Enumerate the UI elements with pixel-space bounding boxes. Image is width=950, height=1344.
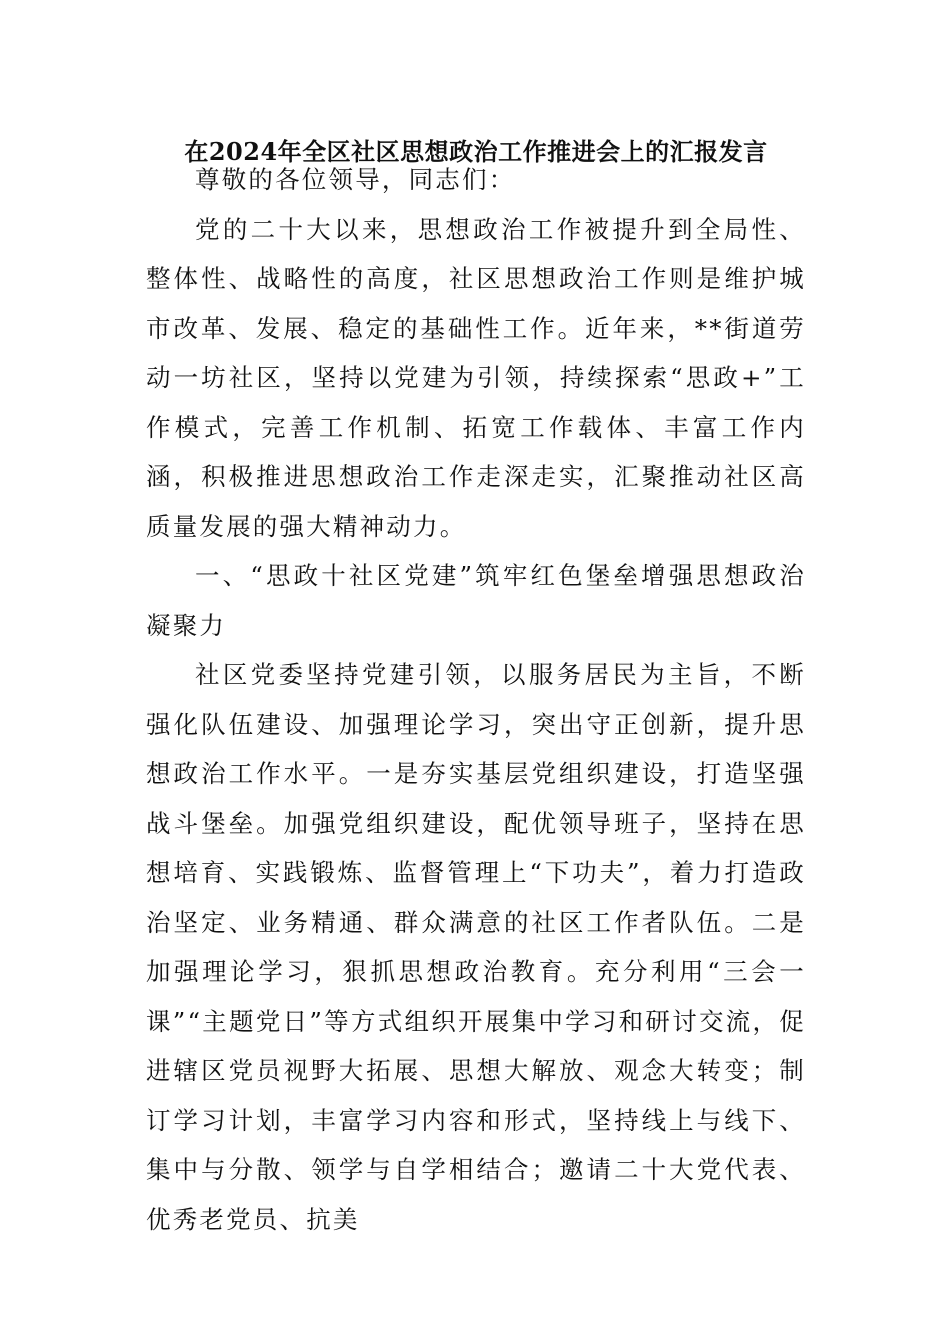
section-heading-1: 一、“思政十社区党建”筑牢红色堡垒增强思想政治凝聚力 [146,561,806,640]
salutation: 尊敬的各位领导，同志们： [195,165,516,194]
document-body [146,155,806,1244]
paragraph-intro: 党的二十大以来，思想政治工作被提升到全局性、整体性、战略性的高度，社区思想政治工作则是维护城市改革、发展、稳定的基础性工作。近年来，**街道劳动一坊社区，坚持以党建为引领，持续探索“思政+”工作模式，完善工作机制、拓宽工作载体、丰富工作内涵，积极推进思想政治工作走深走实，汇聚推动社区高质量发展的强大精神动力。 [146,214,806,541]
paragraph-section-1: 社区党委坚持党建引领，以服务居民为主旨，不断强化队伍建设、加强理论学习，突出守正创新，提升思想政治工作水平。一是夯实基层党组织建设，打造坚强战斗堡垒。加强党组织建设，配优领导班子，坚持在思想培育、实践锻炼、监督管理上“下功夫”，着力打造政治坚定、业务精通、群众满意的社区工作者队伍。二是加强理论学习，狠抓思想政治教育。充分利用“三会一课”“主题党日”等方式组织开展集中学习和研讨交流，促进辖区党员视野大拓展、思想大解放、观念大转变；制订学习计划，丰富学习内容和形式，坚持线上与线下、集中与分散、领学与自学相结合；邀请二十大党代表、优秀老党员、抗美 [146,660,806,1234]
document-title: 在2024年全区社区思想政治工作推进会上的汇报发言 [184,137,768,166]
